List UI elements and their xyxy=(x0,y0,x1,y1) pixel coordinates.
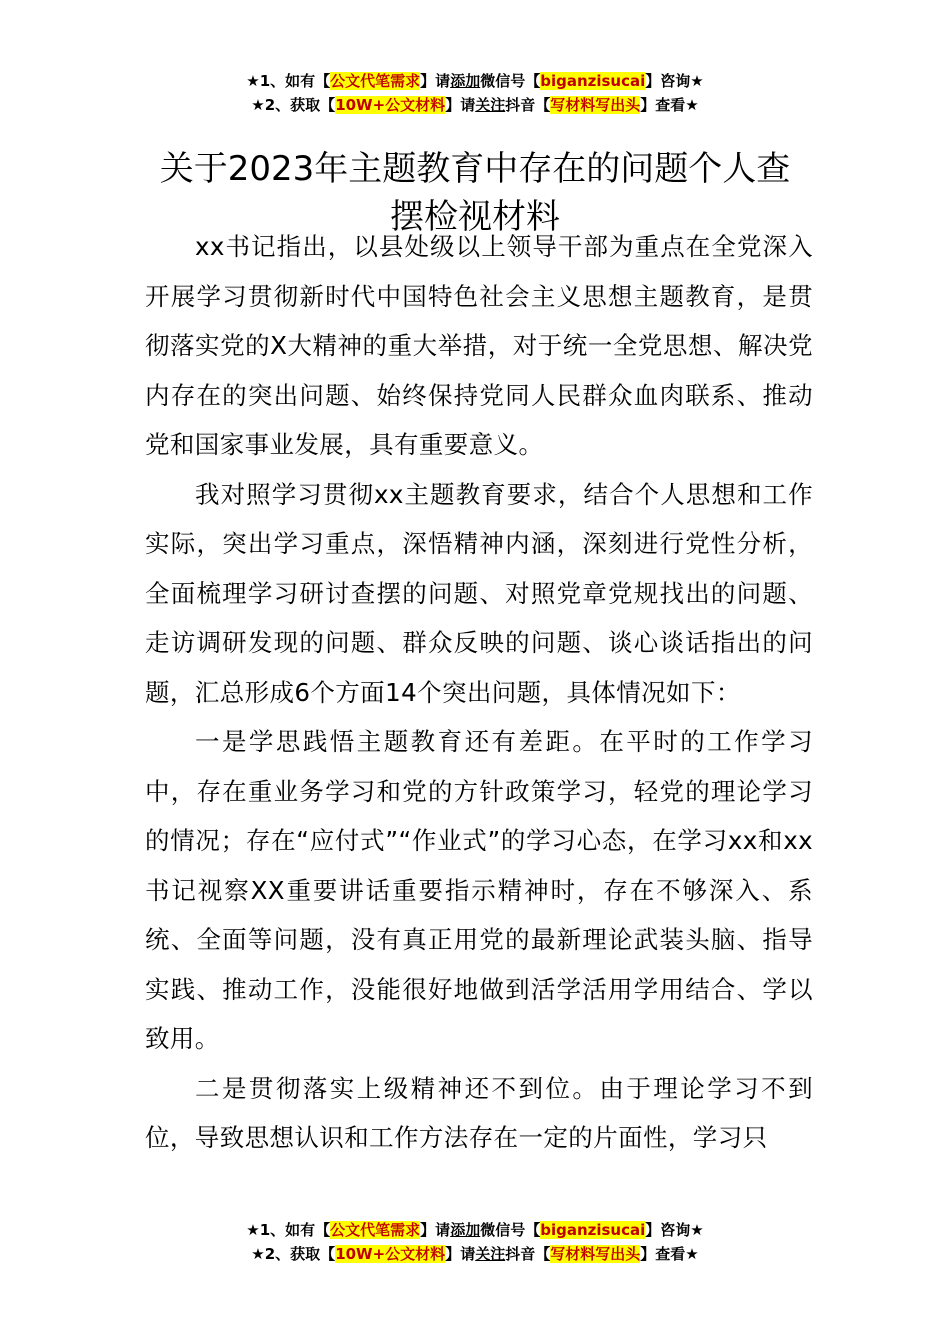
banner-text: 抖音【 xyxy=(505,96,551,114)
banner-line-1 xyxy=(0,1218,950,1242)
banner-underline-text: 关注 xyxy=(475,96,506,114)
banner-text: 】咨询★ xyxy=(645,1221,704,1239)
banner-text: 】请 xyxy=(445,96,476,114)
banner-highlight-wechat-id: biganzisucai xyxy=(540,72,646,90)
paragraph-4: 二是贯彻落实上级精神还不到位。由于理论学习不到位，导致思想认识和工作方法存在一定的片面性，学习只 xyxy=(145,1073,813,1152)
banner-line-2 xyxy=(0,1242,950,1266)
banner-text: 】请 xyxy=(420,1221,451,1239)
banner-text: ★2、获取【 xyxy=(251,96,336,114)
banner-line-1 xyxy=(0,69,950,93)
banner-text: 】请 xyxy=(445,1245,476,1263)
banner-text: ★1、如有【 xyxy=(246,72,331,90)
banner-text: 抖音【 xyxy=(505,1245,551,1263)
banner-highlight: 10W+公文材料 xyxy=(335,1245,446,1263)
banner-highlight-douyin: 写材料写出头 xyxy=(550,1245,641,1263)
title-line-2: 摆检视材料 xyxy=(390,196,560,237)
banner-text: 】查看★ xyxy=(640,1245,699,1263)
banner-highlight: 公文代笔需求 xyxy=(330,72,421,90)
banner-text: ★2、获取【 xyxy=(251,1245,336,1263)
banner-underline-text: 添加 xyxy=(450,1221,481,1239)
banner-text: 】查看★ xyxy=(640,96,699,114)
banner-highlight: 10W+公文材料 xyxy=(335,96,446,114)
banner-underline-text: 关注 xyxy=(475,1245,506,1263)
banner-text: 微信号【 xyxy=(480,72,541,90)
banner-underline-text: 添加 xyxy=(450,72,481,90)
banner-highlight-wechat-id: biganzisucai xyxy=(540,1221,646,1239)
banner-line-2 xyxy=(0,93,950,117)
banner-highlight-douyin: 写材料写出头 xyxy=(550,96,641,114)
document-body xyxy=(145,222,813,1207)
paragraph-3: 一是学思践悟主题教育还有差距。在平时的工作学习中，存在重业务学习和党的方针政策学习，轻党的理论学习的情况；存在“应付式”“作业式”的学习心态，在学习xx和xx书记视察XX重要讲话重要指示精神时，存在不够深入、系统、全面等问题，没有真正用党的最新理论武装头脑、指导实践、推动工作，没能很好地做到活学活用学用结合、学以致用。 xyxy=(145,727,813,1053)
footer-banner xyxy=(0,1218,950,1266)
banner-text: 】请 xyxy=(420,72,451,90)
title-line-1: 关于2023年主题教育中存在的问题个人查 xyxy=(159,148,791,189)
banner-text: ★1、如有【 xyxy=(246,1221,331,1239)
paragraph-2: 我对照学习贯彻xx主题教育要求，结合个人思想和工作实际，突出学习重点，深悟精神内涵，深刻进行党性分析，全面梳理学习研讨查摆的问题、对照党章党规找出的问题、走访调研发现的问题、群众反映的问题、谈心谈话指出的问题，汇总形成6个方面14个突出问题，具体情况如下： xyxy=(145,479,813,707)
banner-highlight: 公文代笔需求 xyxy=(330,1221,421,1239)
header-banner xyxy=(0,69,950,117)
paragraph-1: xx书记指出，以县处级以上领导干部为重点在全党深入开展学习贯彻新时代中国特色社会主义思想主题教育，是贯彻落实党的X大精神的重大举措，对于统一全党思想、解决党内存在的突出问题、始终保持党同人民群众血肉联系、推动党和国家事业发展，具有重要意义。 xyxy=(145,232,813,459)
banner-text: 微信号【 xyxy=(480,1221,541,1239)
banner-text: 】咨询★ xyxy=(645,72,704,90)
